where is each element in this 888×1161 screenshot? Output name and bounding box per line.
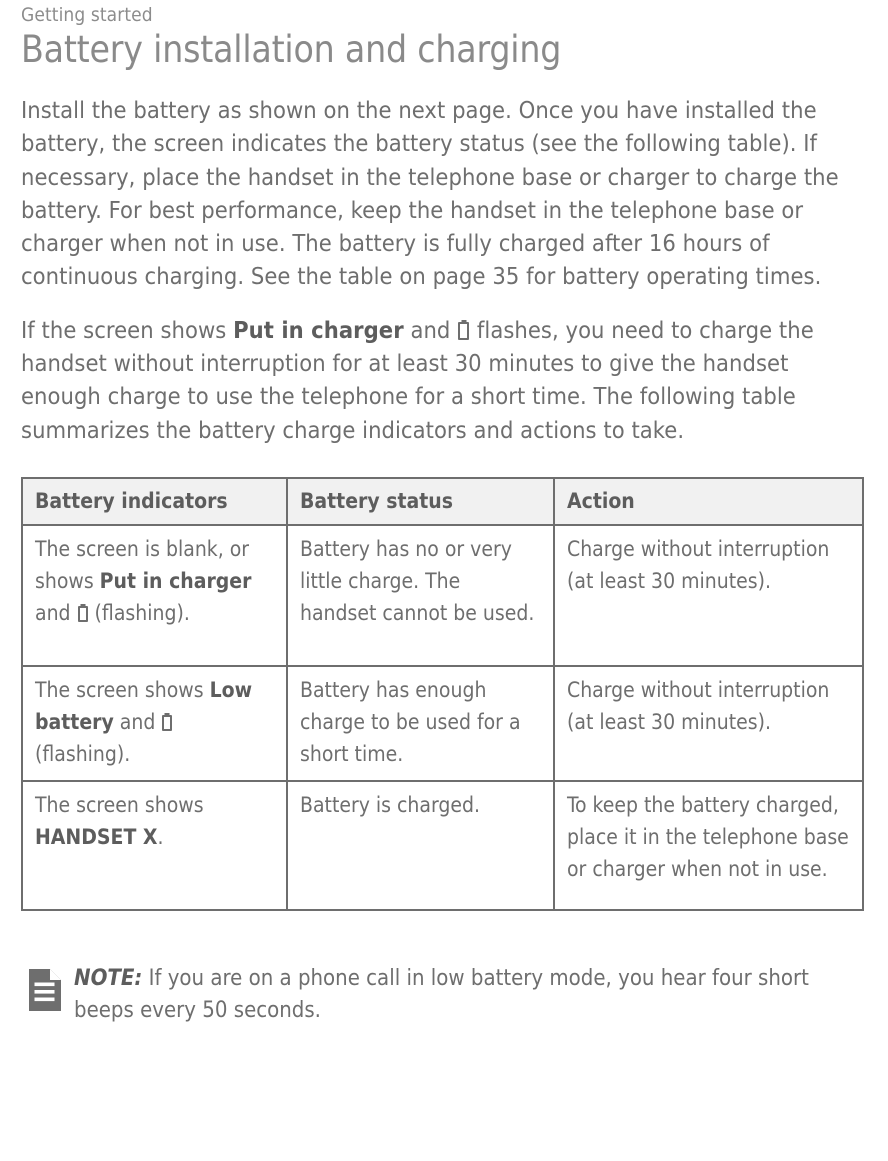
cell-action: To keep the battery charged, place it in the telephone base or charger when not in use.	[554, 781, 863, 910]
table-header-row	[22, 478, 863, 525]
column-header-action: Action	[554, 478, 863, 525]
page-title: Battery installation and charging	[21, 28, 562, 71]
charger-paragraph-part-a: If the screen shows	[21, 315, 234, 344]
table-row	[22, 781, 863, 910]
intro-paragraph: Install the battery as shown on the next page. Once you have installed the battery, the screen indicates the battery status (see the following table). If necessary, place the handset in the telephone base or charger to charge the battery. For best performance, keep the handset in the telephone base or charger when not in use. The battery is fully charged after 16 hours of continuous charging. See the table on page 35 for battery operating times.	[21, 96, 839, 291]
indicator-bold: Low battery	[35, 677, 253, 734]
battery-icon	[162, 715, 172, 731]
document-icon	[29, 969, 61, 1011]
battery-icon	[78, 606, 88, 622]
charger-paragraph-part-b: and	[403, 315, 458, 344]
column-header-battery-status: Battery status	[287, 478, 554, 525]
battery-indicators-table-wrapper	[21, 477, 864, 911]
indicator-text-b: and	[35, 600, 77, 625]
column-header-battery-indicators: Battery indicators	[22, 478, 287, 525]
note-label: NOTE:	[74, 965, 143, 991]
cell-status: Battery has no or very little charge. The handset cannot be used.	[287, 525, 554, 666]
note-text	[74, 963, 864, 1027]
note-sentence: If you are on a phone call in low battery mode, you hear four short beeps every 50 seconds.	[74, 965, 809, 1023]
cell-indicator	[22, 525, 287, 666]
indicator-text-a: The screen shows	[35, 677, 210, 702]
cell-action: Charge without interruption (at least 30 minutes).	[554, 666, 863, 781]
battery-indicators-table	[21, 477, 864, 911]
charger-paragraph-part-c: flashes, you need to charge the handset without interruption for at least 30 minutes to give the handset enough charge to use the telephone for a short time. The following table summarizes the battery charge indicators and actions to take.	[21, 315, 814, 444]
indicator-text-b: and	[113, 709, 162, 734]
section-kicker: Getting started	[21, 4, 153, 26]
put-in-charger-label: Put in charger	[233, 315, 404, 344]
table-row	[22, 666, 863, 781]
indicator-bold: HANDSET X	[35, 824, 158, 849]
indicator-bold: Put in charger	[99, 568, 252, 593]
charger-paragraph	[21, 314, 864, 447]
indicator-text-b: .	[157, 824, 164, 849]
battery-icon	[458, 322, 469, 340]
indicator-text-c: (flashing).	[35, 741, 131, 766]
table-row	[22, 525, 863, 666]
indicator-text-c: (flashing).	[88, 600, 190, 625]
cell-indicator	[22, 781, 287, 910]
indicator-text-a: The screen is blank, or shows	[35, 536, 250, 593]
cell-action: Charge without interruption (at least 30 minutes).	[554, 525, 863, 666]
cell-status: Battery has enough charge to be used for a short time.	[287, 666, 554, 781]
cell-status: Battery is charged.	[287, 781, 554, 910]
note-callout	[21, 963, 864, 1027]
indicator-text-a: The screen shows	[35, 792, 204, 817]
cell-indicator	[22, 666, 287, 781]
